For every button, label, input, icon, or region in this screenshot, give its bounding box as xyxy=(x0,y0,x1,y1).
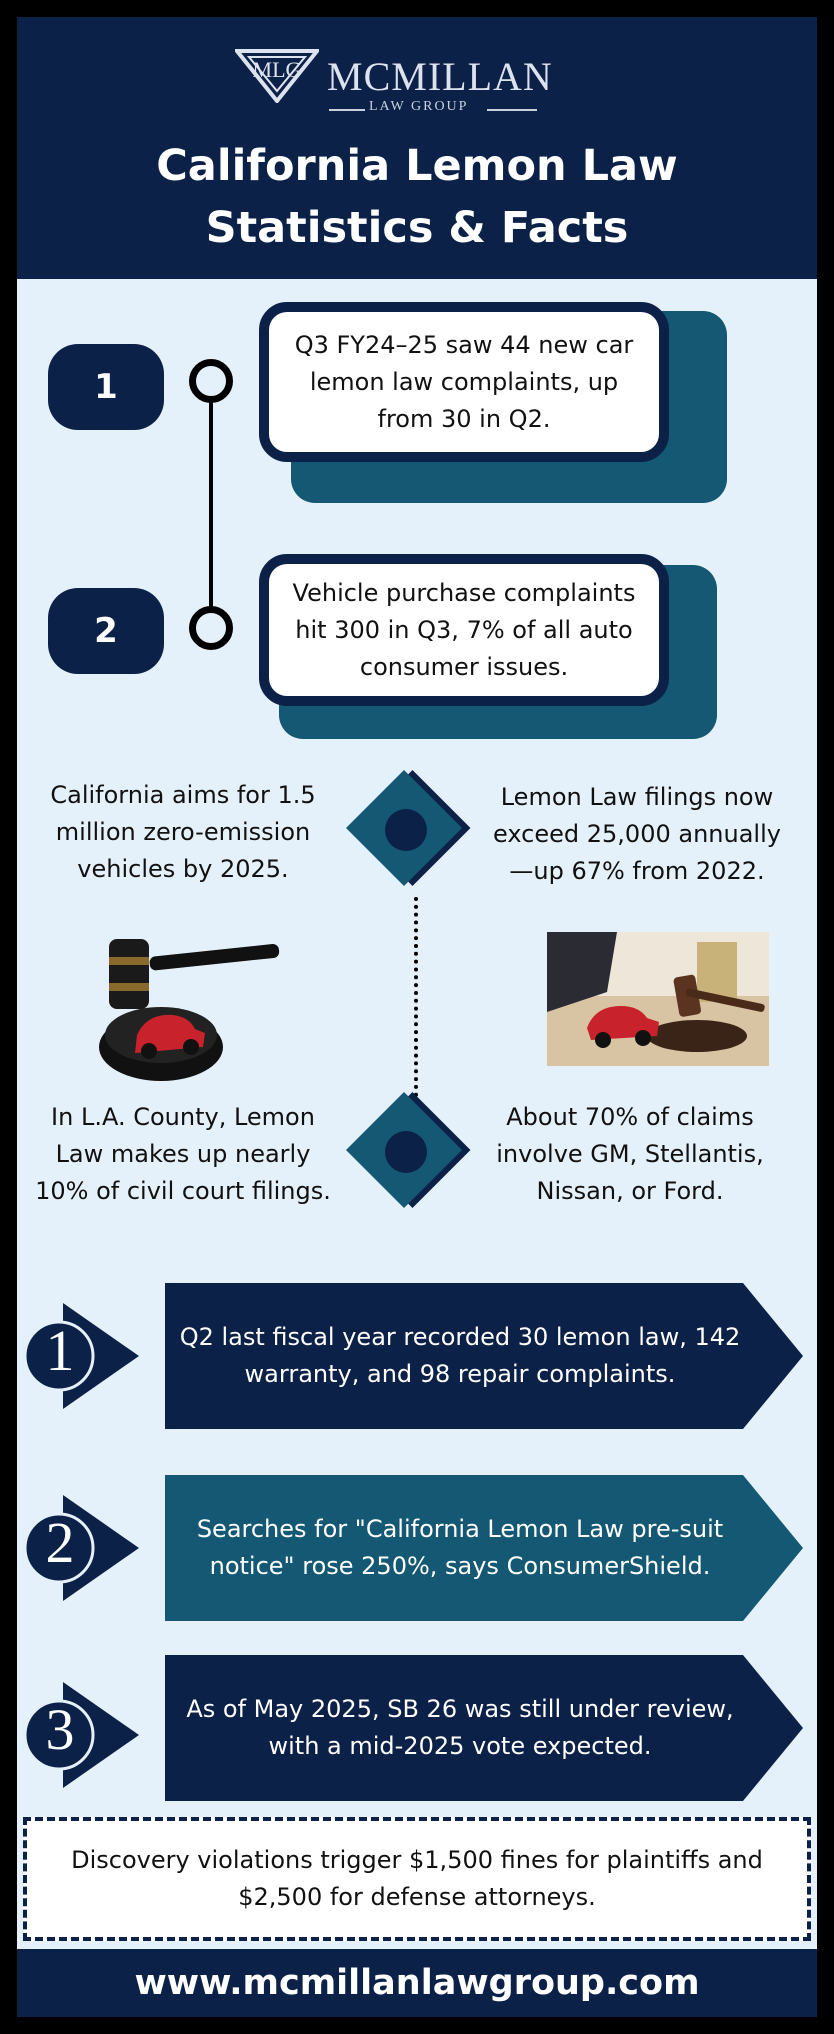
fact-top-left: California aims for 1.5 million zero-emission vehicles by 2025. xyxy=(50,781,316,883)
dotted-connector xyxy=(414,897,418,1097)
arrow-list-text-3: As of May 2025, SB 26 was still under review, with a mid-2025 vote expected. xyxy=(186,1695,734,1760)
timeline-node-2 xyxy=(189,606,233,650)
monogram-text: MLG xyxy=(252,57,302,82)
arrow-list-text-1: Q2 last fiscal year recorded 30 lemon law, 142 warranty, and 98 repair complaints. xyxy=(179,1323,741,1388)
arrow-list-number-1: 1 xyxy=(45,1318,75,1383)
timeline-number-1: 1 xyxy=(48,344,164,430)
fact-bottom-right: About 70% of claims involve GM, Stellantis, Nissan, or Ford. xyxy=(496,1103,764,1205)
timeline-node-1 xyxy=(189,359,233,403)
gavel-car-desk-photo xyxy=(547,932,769,1066)
diamond-marker-top-dot xyxy=(385,809,427,851)
footer xyxy=(17,1949,817,2017)
brand-name: MCMILLAN xyxy=(327,54,553,99)
arrow-list-number-3: 3 xyxy=(45,1697,75,1762)
arrow-list-number-2: 2 xyxy=(45,1510,75,1575)
timeline-connector xyxy=(209,401,213,627)
page-title-line-1: California Lemon Law xyxy=(156,141,678,191)
fines-notice-text: Discovery violations trigger $1,500 fines for plaintiffs and $2,500 for defense attorneys. xyxy=(71,1846,763,1911)
page-title-line-2: Statistics & Facts xyxy=(205,203,629,253)
infographic-frame xyxy=(17,17,817,2017)
fact-bottom-left: In L.A. County, Lemon Law makes up nearly 10% of civil court filings. xyxy=(35,1103,331,1205)
fines-notice-box xyxy=(23,1817,811,1941)
header xyxy=(17,17,817,279)
fact-top-right: Lemon Law filings now exceed 25,000 annually—up 67% from 2022. xyxy=(493,783,781,885)
website-link[interactable]: www.mcmillanlawgroup.com xyxy=(134,1963,700,2003)
page-title xyxy=(17,135,817,259)
timeline-fact-card-2: Vehicle purchase complaints hit 300 in Q3, 7% of all auto consumer issues. xyxy=(259,554,669,706)
timeline-fact-card-1: Q3 FY24–25 saw 44 new car lemon law complaints, up from 30 in Q2. xyxy=(259,302,669,462)
brand-logo xyxy=(17,47,817,117)
brand-divider-left xyxy=(329,109,365,111)
diamond-marker-bottom-dot xyxy=(385,1131,427,1173)
monogram-logo-icon xyxy=(235,47,319,103)
gavel-with-car-image xyxy=(87,917,303,1087)
timeline-number-2: 2 xyxy=(48,588,164,674)
brand-subtitle: LAW GROUP xyxy=(369,99,469,114)
arrow-list-text-2: Searches for "California Lemon Law pre-suit notice" rose 250%, says ConsumerShield. xyxy=(196,1515,724,1580)
brand-divider-right xyxy=(487,109,537,111)
